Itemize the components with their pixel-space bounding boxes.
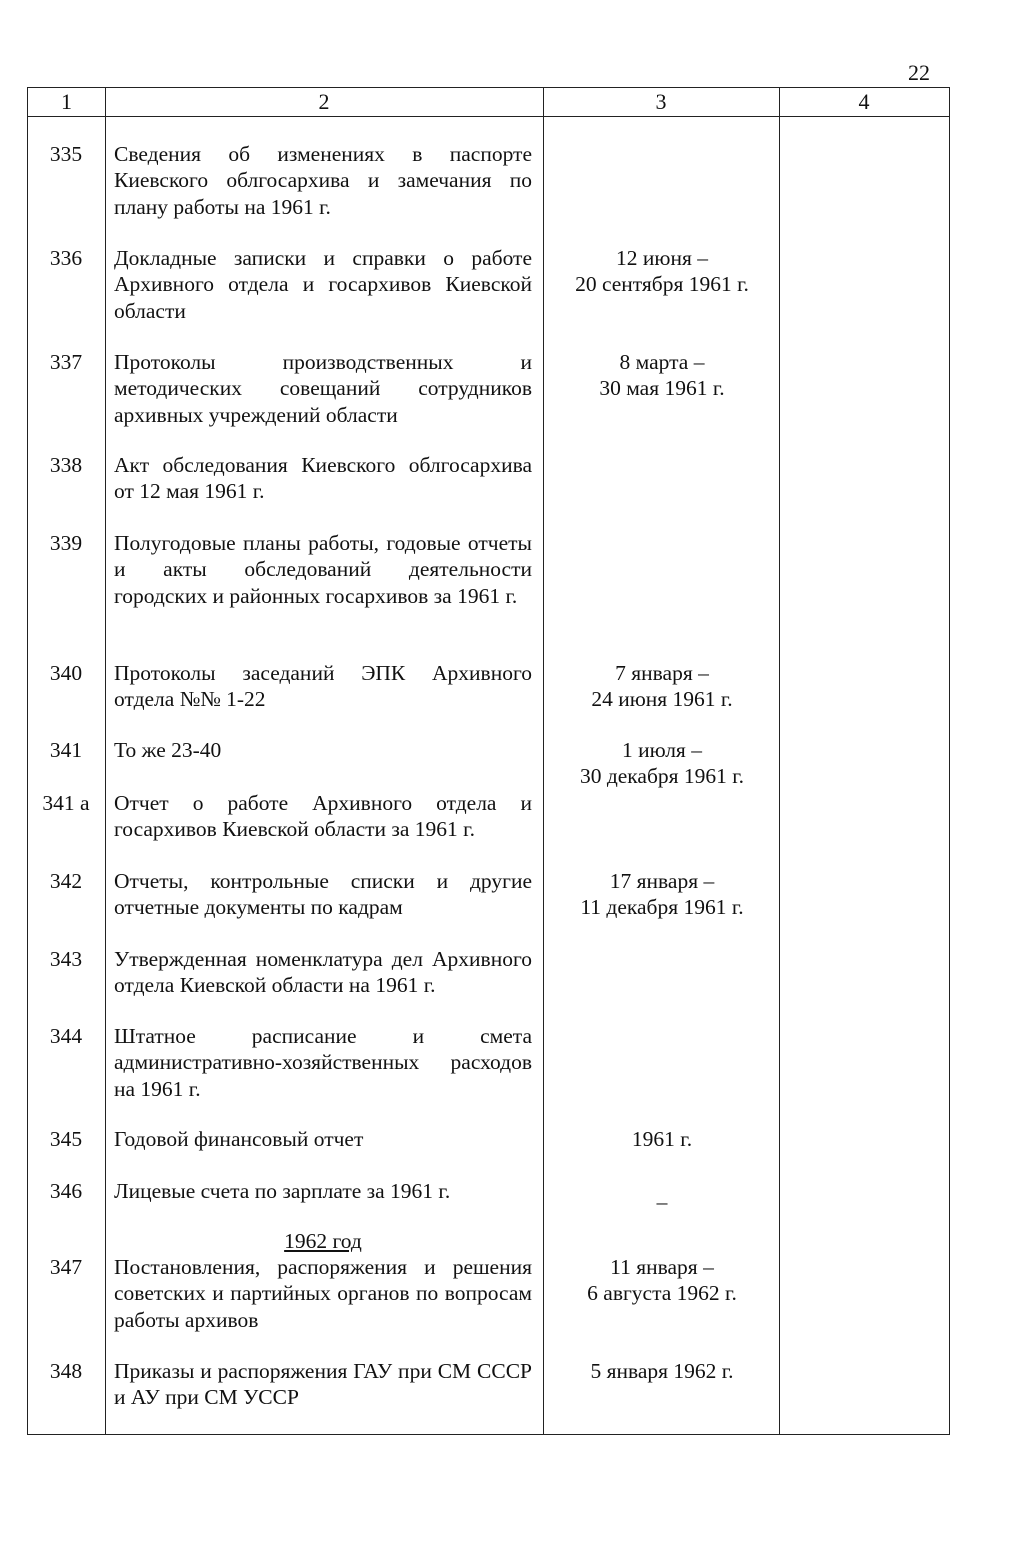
row-description: Приказы и распоряжения ГАУ при СМ СССР и АУ при СМ УССР: [114, 1359, 532, 1410]
row-description: Лицевые счета по зарплате за 1961 г.: [114, 1179, 451, 1203]
page-number: 22: [908, 60, 930, 85]
row-date-end: 11 декабря 1961 г.: [580, 895, 744, 919]
row-date-start: 8 марта –: [619, 350, 705, 374]
row-description: Годовой финансовый отчет: [114, 1127, 364, 1151]
row-description: Докладные записки и справки о работе Архивного отдела и госархивов Киевской области: [114, 246, 532, 323]
row-date-start: 12 июня –: [616, 246, 708, 270]
row-date-end: 20 сентября 1961 г.: [575, 272, 749, 296]
row-description: Отчет о работе Архивного отдела и госархивов Киевской области за 1961 г.: [114, 791, 532, 842]
row-description: Полугодовые планы работы, годовые отчеты и акты обследований деятельности городских и районных госархивов за 1961 г.: [114, 531, 532, 608]
row-number: 341: [49, 738, 83, 762]
header-col-3: 3: [655, 89, 667, 114]
row-date-end: 6 августа 1962 г.: [587, 1281, 737, 1305]
row-number: 340: [49, 661, 83, 685]
header-col-2: 2: [318, 89, 330, 114]
row-number: 343: [49, 947, 83, 971]
row-date-start: 1 июля –: [622, 738, 702, 762]
row-date: 5 января 1962 г.: [590, 1359, 734, 1383]
row-description: Отчеты, контрольные списки и другие отчетные документы по кадрам: [114, 869, 532, 920]
row-date-dash: _: [656, 1183, 668, 1207]
row-number: 339: [49, 531, 83, 555]
row-date-end: 24 июня 1961 г.: [591, 687, 733, 711]
row-description: Утвержденная номенклатура дел Архивного отдела Киевской области на 1961 г.: [114, 947, 532, 998]
row-number: 338: [49, 453, 83, 477]
row-description: Сведения об изменениях в паспорте Киевского облгосархива и замечания по плану работы на 1961 г.: [114, 142, 532, 219]
column-divider: [779, 88, 780, 1434]
header-col-1: 1: [61, 89, 72, 114]
column-divider: [543, 88, 544, 1434]
row-number: 336: [49, 246, 83, 270]
archive-inventory-table: [27, 87, 950, 1435]
column-divider: [105, 88, 106, 1434]
row-number: 346: [49, 1179, 83, 1203]
row-number: 337: [49, 350, 83, 374]
row-date-start: 17 января –: [609, 869, 715, 893]
row-date-start: 7 января –: [615, 661, 709, 685]
row-number: 344: [49, 1024, 83, 1048]
row-number: 341 а: [42, 791, 90, 815]
row-description: То же 23-40: [114, 738, 222, 762]
row-number: 347: [49, 1255, 83, 1279]
row-date-end: 30 мая 1961 г.: [599, 376, 725, 400]
header-divider: [28, 116, 949, 117]
row-number: 348: [49, 1359, 83, 1383]
header-col-4: 4: [858, 89, 870, 114]
year-section-heading: 1962 год: [284, 1229, 362, 1253]
row-description: Протоколы заседаний ЭПК Архивного отдела №№ 1-22: [114, 661, 532, 712]
row-date: 1961 г.: [631, 1127, 693, 1151]
row-description: Акт обследования Киевского облгосархива от 12 мая 1961 г.: [114, 453, 532, 504]
row-description: Штатное расписание и смета административно-хозяйственных расходов на 1961 г.: [114, 1024, 532, 1101]
row-date-start: 11 января –: [610, 1255, 714, 1279]
row-number: 345: [49, 1127, 83, 1151]
row-description: Протоколы производственных и методических совещаний сотрудников архивных учреждений области: [114, 350, 532, 427]
row-date-end: 30 декабря 1961 г.: [579, 764, 745, 788]
row-number: 342: [49, 869, 83, 893]
row-number: 335: [49, 142, 83, 166]
row-description: Постановления, распоряжения и решения советских и партийных органов по вопросам работы архивов: [114, 1255, 532, 1332]
